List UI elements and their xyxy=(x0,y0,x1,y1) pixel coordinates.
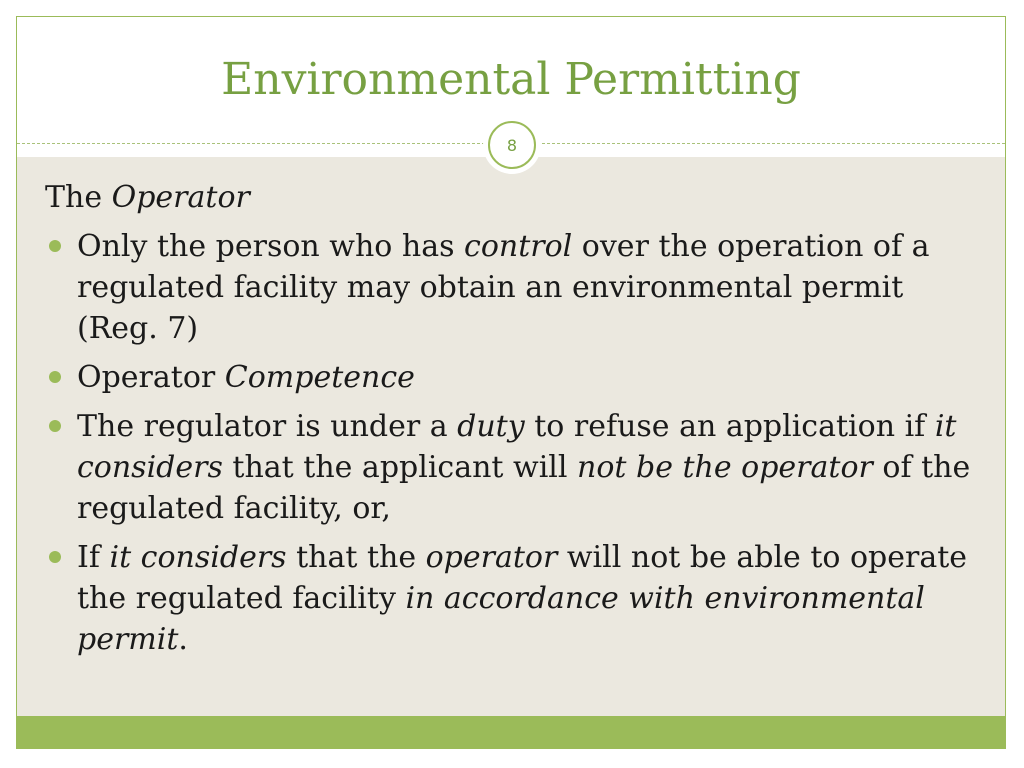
bullet-dot-icon xyxy=(49,420,61,432)
bullet-text: The regulator is under a xyxy=(77,409,458,444)
bullet-item-control xyxy=(45,226,985,349)
bullet-emphasis: it considers xyxy=(77,409,957,485)
bullet-list xyxy=(45,226,985,660)
bullet-emphasis: in accordance with environmental permit xyxy=(77,581,925,657)
bullet-emphasis: Competence xyxy=(224,360,415,395)
bullet-emphasis: not be the operator xyxy=(577,450,873,485)
bullet-dot-icon xyxy=(49,551,61,563)
slide-number-badge xyxy=(483,116,541,174)
bullet-text: of the regulated facility, or, xyxy=(77,450,971,526)
bullet-text: over the operation of a regulated facility may obtain an environmental permit (Reg. 7) xyxy=(77,229,930,346)
slide-content xyxy=(45,177,985,668)
bullet-dot-icon xyxy=(49,240,61,252)
content-heading xyxy=(45,177,985,218)
bullet-emphasis: it considers xyxy=(109,540,287,575)
bullet-dot-icon xyxy=(49,371,61,383)
bullet-text: to refuse an application if xyxy=(524,409,935,444)
bullet-item-ability xyxy=(45,537,985,660)
bullet-item-duty xyxy=(45,406,985,529)
bullet-emphasis: operator xyxy=(425,540,558,575)
slide-title: Environmental Permitting xyxy=(221,54,801,105)
bullet-emphasis: duty xyxy=(457,409,525,444)
heading-prefix: The xyxy=(45,180,112,215)
slide xyxy=(16,16,1006,749)
bullet-text: that the applicant will xyxy=(222,450,578,485)
bullet-text: If xyxy=(77,540,110,575)
bullet-text: Operator xyxy=(77,360,225,395)
bullet-text: Only the person who has xyxy=(77,229,465,264)
bullet-emphasis: control xyxy=(464,229,573,264)
slide-number: 8 xyxy=(488,121,536,169)
bullet-text: will not be able to operate the regulated facility xyxy=(77,540,968,616)
bullet-item-competence xyxy=(45,357,985,398)
bullet-text: . xyxy=(178,622,188,657)
bullet-text: that the xyxy=(286,540,426,575)
footer-bar xyxy=(17,716,1005,749)
heading-emphasis: Operator xyxy=(111,180,250,215)
